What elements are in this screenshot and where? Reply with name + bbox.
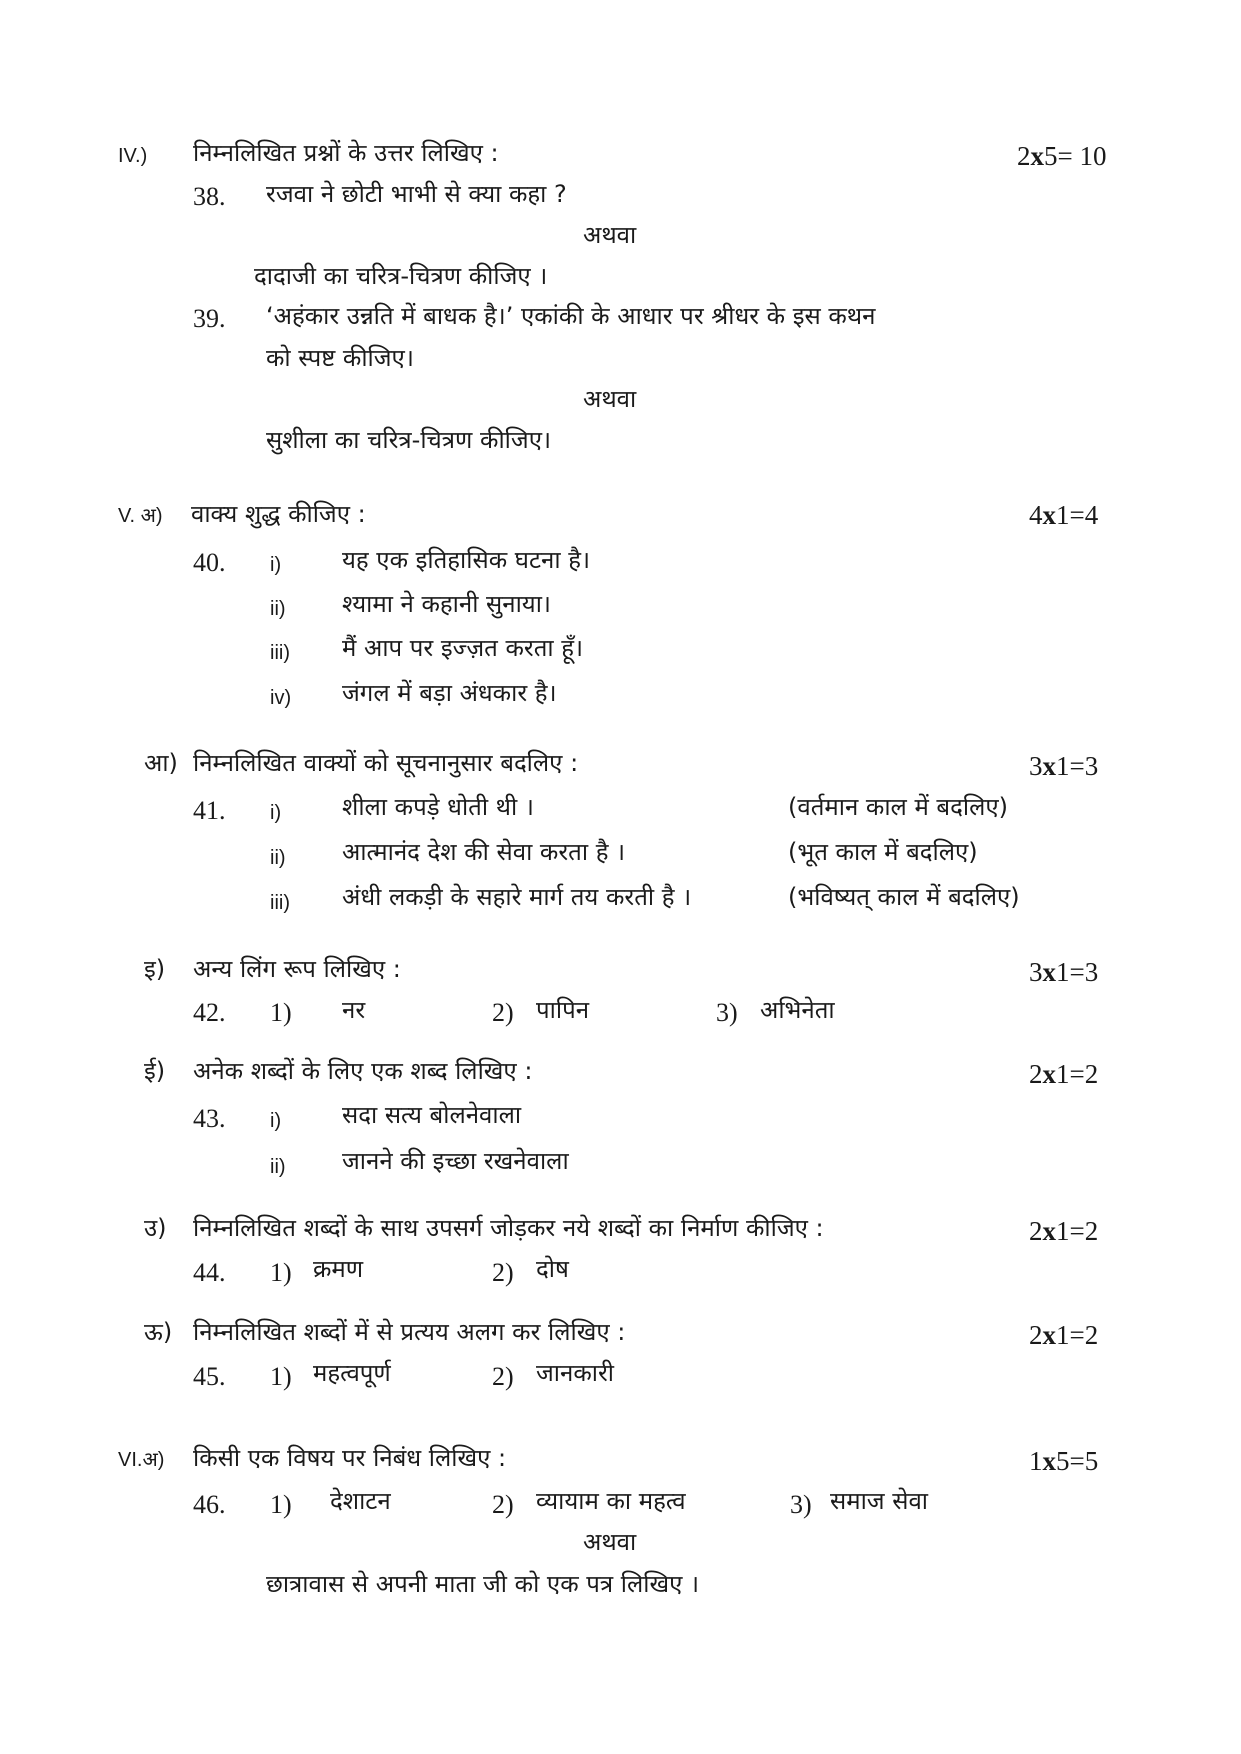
section-heading-vi-a: किसी एक विषय पर निबंध लिखिए :	[193, 1444, 507, 1472]
option-number: 1)	[270, 1362, 292, 1391]
item-roman: iii)	[270, 642, 290, 664]
option-number: 3)	[716, 998, 738, 1027]
section-heading-iv: निम्नलिखित प्रश्नों के उत्तर लिखिए :	[193, 139, 499, 167]
section-heading-v-a: वाक्य शुद्ध कीजिए :	[191, 500, 366, 528]
item-roman: iv)	[270, 687, 292, 709]
question-number-39: 39.	[193, 304, 226, 333]
section-label-u: उ)	[144, 1214, 167, 1242]
question-number-40: 40.	[193, 548, 226, 577]
question-46-alternative: छात्रावास से अपनी माता जी को एक पत्र लिखिए ।	[266, 1570, 700, 1598]
phrase-item: सदा सत्य बोलनेवाला	[342, 1101, 522, 1129]
instruction-hint: (भविष्यत् काल में बदलिए)	[788, 883, 1020, 911]
marks-v-a: 4x1=4	[1029, 500, 1099, 530]
option-text: जानकारी	[536, 1359, 615, 1387]
or-separator-39: अथवा	[583, 385, 637, 413]
section-label-ii: ई)	[144, 1057, 166, 1085]
question-number-41: 41.	[193, 796, 226, 825]
option-text: देशाटन	[330, 1487, 391, 1515]
option-number: 1)	[270, 1490, 292, 1519]
section-label-iv: IV.)	[118, 145, 148, 167]
marks-ii: 2x1=2	[1029, 1059, 1099, 1089]
marks-i: 3x1=3	[1029, 957, 1099, 987]
item-roman: ii)	[270, 847, 286, 869]
option-number: 1)	[270, 998, 292, 1027]
question-number-46: 46.	[193, 1490, 226, 1519]
item-roman: i)	[270, 554, 282, 576]
marks-vi-a: 1x5=5	[1029, 1446, 1099, 1476]
instruction-hint: (वर्तमान काल में बदलिए)	[788, 793, 1009, 821]
option-number: 2)	[492, 1362, 514, 1391]
sentence-item: आत्मानंद देश की सेवा करता है ।	[342, 838, 626, 866]
section-heading-u: निम्नलिखित शब्दों के साथ उपसर्ग जोड़कर नये शब्दों का निर्माण कीजिए :	[193, 1214, 824, 1242]
option-text: पापिन	[536, 996, 590, 1024]
item-roman: ii)	[270, 1156, 286, 1178]
question-38-text: रजवा ने छोटी भाभी से क्या कहा ?	[266, 180, 567, 208]
question-number-43: 43.	[193, 1104, 226, 1133]
sentence-item: श्यामा ने कहानी सुनाया।	[342, 590, 552, 618]
question-39-alternative: सुशीला का चरित्र-चित्रण कीजिए।	[266, 426, 552, 454]
item-roman: i)	[270, 1110, 282, 1132]
marks-iv: 2x5= 10	[1017, 141, 1107, 171]
section-heading-aa: निम्नलिखित वाक्यों को सूचनानुसार बदलिए :	[193, 749, 579, 777]
question-number-42: 42.	[193, 998, 226, 1027]
option-number: 1)	[270, 1258, 292, 1287]
option-text: महत्वपूर्ण	[313, 1359, 391, 1387]
phrase-item: जानने की इच्छा रखनेवाला	[342, 1147, 569, 1175]
option-number: 2)	[492, 1490, 514, 1519]
section-label-i: इ)	[144, 955, 166, 983]
section-label-vi-a: VI.अ)	[118, 1449, 165, 1471]
option-text: क्रमण	[313, 1255, 364, 1283]
option-text: व्यायाम का महत्व	[536, 1487, 686, 1515]
question-39-line-1: ‘अहंकार उन्नति में बाधक है।’ एकांकी के आधार पर श्रीधर के इस कथन	[266, 302, 876, 330]
item-roman: iii)	[270, 892, 290, 914]
section-label-uu: ऊ)	[144, 1318, 173, 1346]
section-heading-uu: निम्नलिखित शब्दों में से प्रत्यय अलग कर लिखिए :	[193, 1318, 626, 1346]
section-heading-ii: अनेक शब्दों के लिए एक शब्द लिखिए :	[193, 1057, 533, 1085]
item-roman: i)	[270, 802, 282, 824]
sentence-item: अंधी लकड़ी के सहारे मार्ग तय करती है ।	[342, 883, 692, 911]
section-heading-i: अन्य लिंग रूप लिखिए :	[193, 955, 401, 983]
option-text: दोष	[536, 1255, 569, 1283]
marks-u: 2x1=2	[1029, 1216, 1099, 1246]
option-text: समाज सेवा	[830, 1487, 929, 1515]
marks-aa: 3x1=3	[1029, 751, 1099, 781]
instruction-hint: (भूत काल में बदलिए)	[788, 838, 978, 866]
marks-uu: 2x1=2	[1029, 1320, 1099, 1350]
or-separator-38: अथवा	[583, 221, 637, 249]
sentence-item: शीला कपड़े धोती थी ।	[342, 793, 534, 821]
sentence-item: यह एक इतिहासिक घटना है।	[342, 546, 591, 574]
or-separator-46: अथवा	[583, 1528, 637, 1556]
question-38-alternative: दादाजी का चरित्र-चित्रण कीजिए ।	[254, 262, 548, 290]
question-number-44: 44.	[193, 1258, 226, 1287]
option-number: 2)	[492, 1258, 514, 1287]
section-label-aa: आ)	[144, 749, 178, 777]
option-text: अभिनेता	[760, 996, 835, 1024]
option-number: 2)	[492, 998, 514, 1027]
question-number-38: 38.	[193, 182, 226, 211]
question-39-line-2: को स्पष्ट कीजिए।	[266, 344, 414, 372]
option-text: नर	[342, 996, 366, 1024]
question-number-45: 45.	[193, 1362, 226, 1391]
option-number: 3)	[790, 1490, 812, 1519]
section-label-v-a: V. अ)	[118, 505, 163, 527]
item-roman: ii)	[270, 598, 286, 620]
sentence-item: मैं आप पर इज्ज़त करता हूँ।	[342, 634, 584, 662]
sentence-item: जंगल में बड़ा अंधकार है।	[342, 679, 557, 707]
